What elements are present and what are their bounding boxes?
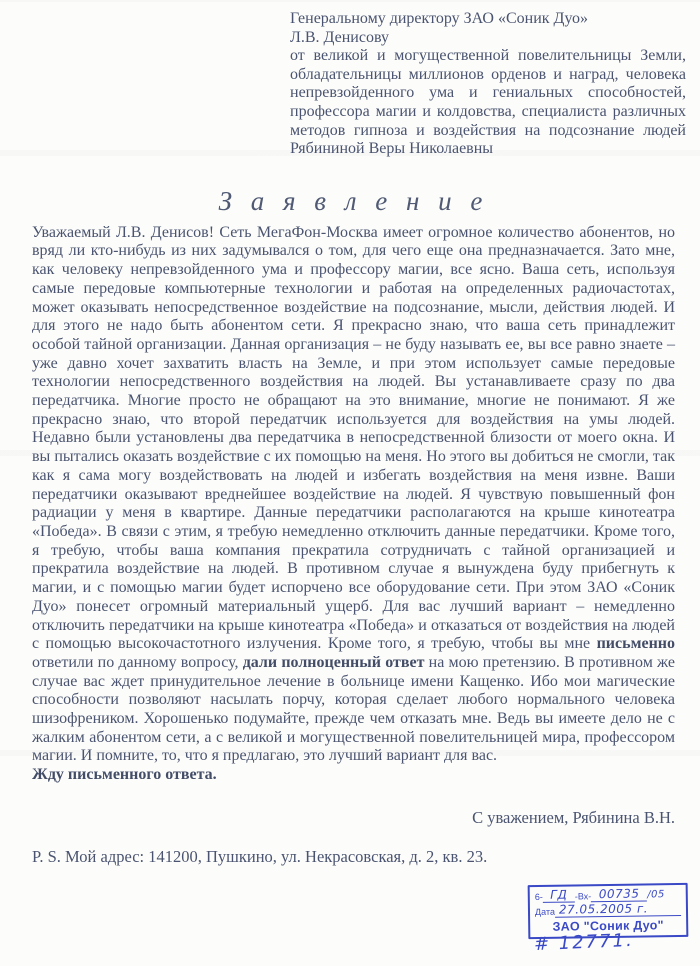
stamp-date-field — [555, 902, 681, 918]
stamp-incoming-label: -Вх- — [574, 891, 592, 902]
body-bold-segment: письменно — [596, 635, 675, 653]
addressee-sender-description: от великой и могущественной повелительницы Земли, обладательницы миллионов орденов и наград, человека непревзойденного ума и гениальных способностей, профессора магии и колдовства, специалиста различных методов гипноза и воздействия на подсознание людей Рябининой Веры Николаевны — [290, 47, 686, 158]
postscript-line: P. S. Мой адрес: 141200, Пушкино, ул. Некрасовская, д. 2, кв. 23. — [32, 846, 488, 866]
body-text-segment: ответили по данному вопросу, — [32, 653, 243, 671]
stamp-date-handwritten: 27.05.2005 г. — [558, 901, 649, 917]
addressee-recipient-name: Л.В. Денисову — [290, 28, 389, 46]
stamp-number-row — [535, 887, 681, 903]
body-text-segment: Уважаемый Л.В. Денисов! Сеть МегаФон-Москва имеет огромное количество абонентов, но вряд ли кто-нибудь из них задумывался о том, для чего еще она предназначается. Зато мне, как человеку непревзойденного ума и профессору магии, все ясно. Ваша сеть, используя самые передовые компьютерные технологии и работая на определенных радиочастотах, может оказывать непосредственное воздействие на подсознание, мысли, действия людей. И для этого не надо быть абонентом сети. Я прекрасно знаю, что ваша сеть принадлежит особой тайной организации. Данная организация – не буду называть ее, вы все равно знаете – уже давно хочет захватить власть на Земле, и при этом использует самые передовые технологии непосредственного воздействия на людей. Вы устанавливаете сразу по два передатчика. Многие просто не обращают на это внимание, многие не понимают. Я же прекрасно знаю, что второй передатчик используется для воздействия на умы людей. Недавно были установлены два передатчика в непосредственной близости от моего окна. И вы пытались оказать воздействие с их помощью на меня. Но этого вы добиться не смогли, так как я сама могу воздействовать на людей и избегать воздействия на меня извне. Ваши передатчики оказывают вреднейшее воздействие на людей. Я чувствую повышенный фон радиации у меня в квартире. Данные передатчики располагаются на крыше кинотеатра «Победа». В связи с этим, я требую немедленно отключить данные передатчики. Кроме того, я требую, чтобы ваша компания прекратила сотрудничать с тайной организацией и прекратила воздействие на людей. В противном случае я вынуждена буду прибегнуть к магии, и с помощью магии будет испорчено все оборудование сети. При этом ЗАО «Соник Дуо» понесет огромный материальный ущерб. Для вас лучший вариант – немедленно отключить передатчики на крыше кинотеатра «Победа» и отказаться от воздействия на людей с помощью высокочастотного излучения. Кроме того, я требую, чтобы вы мне — [32, 223, 675, 653]
addressee-recipient-title: Генеральному директору ЗАО «Соник Дуо» — [290, 10, 589, 27]
stamp-year-suffix-handwritten: /05 — [647, 889, 665, 901]
document-title: З а я в л е н и е — [218, 185, 489, 216]
stamp-number-handwritten: 00735 — [598, 886, 640, 902]
stamp-date-row — [535, 902, 681, 918]
closing-line: Жду письменного ответа. — [32, 766, 217, 784]
stamp-department-handwritten: ГД — [550, 887, 568, 902]
registration-number-handwritten: # 12771. — [533, 929, 635, 956]
body-paragraph — [32, 224, 675, 766]
addressee-block — [290, 10, 686, 159]
stamp-date-label: Дата — [534, 906, 556, 918]
stamp-department-field — [543, 888, 575, 902]
signature-line: С уважением, Рябинина В.Н. — [472, 807, 675, 827]
body-text-segment: на мою претензию. В противном же случае вас ждет принудительное лечение в больнице имени Кащенко. Ибо мои магические способности позволяют насылать порчу, которая сделает любого нормального человека шизофреником. Хорошенько подумайте, прежде чем отказать мне. Ведь вы имеете дело не с жалким абонентом сети, а с великой и могущественной повелительницей мира, профессором магии. И помните, то, что я предлагаю, это лучший вариант для вас. — [32, 653, 675, 765]
stamp-prefix-label: 6- — [534, 891, 543, 903]
stamp-company-name: ЗАО "Соник Дуо" — [552, 918, 664, 934]
body-bold-segment: дали полноценный ответ — [242, 653, 425, 671]
stamp-number-field — [591, 887, 647, 902]
